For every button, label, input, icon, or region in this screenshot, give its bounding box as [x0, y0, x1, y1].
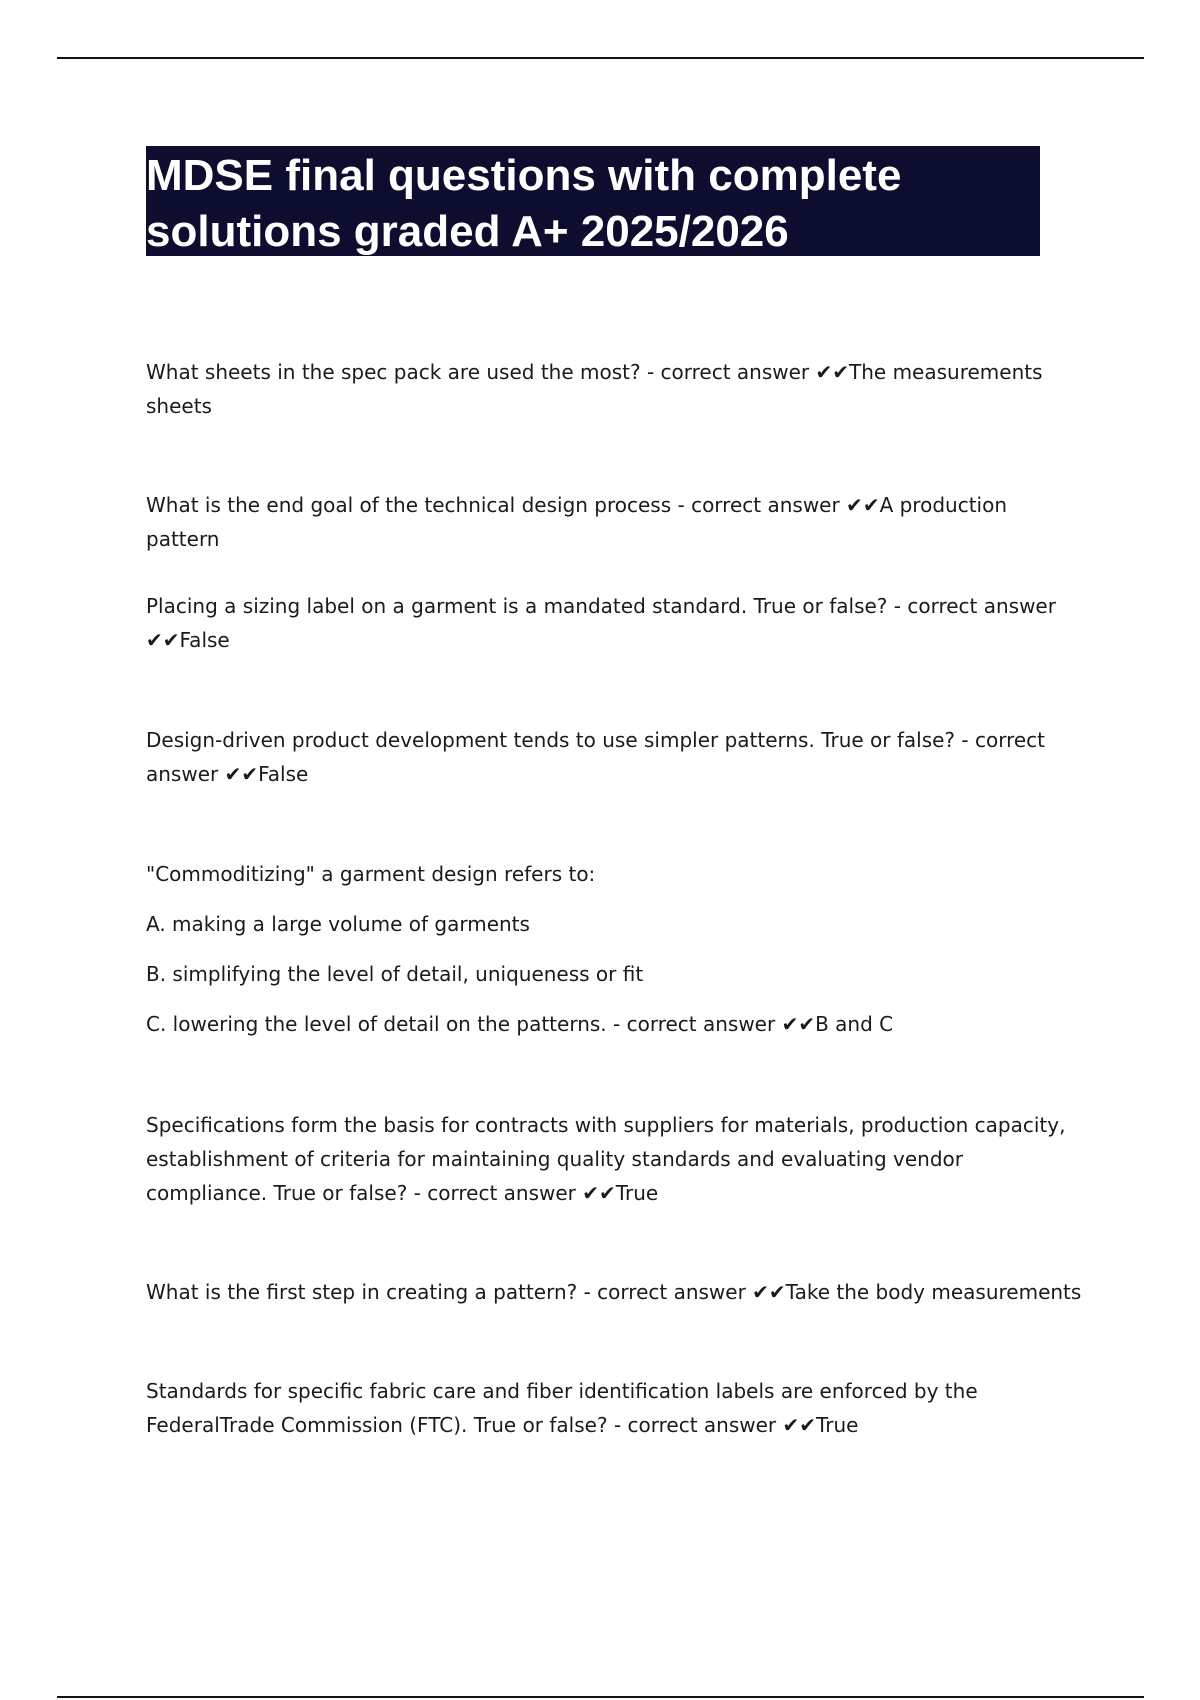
document-title: MDSE final questions with complete solutions graded A+ 2025/2026: [146, 146, 1040, 256]
qa-item-8: Standards for specific fabric care and fiber identification labels are enforced by the FederalTrade Commission (FTC). True or false? - correct answer ✔✔True: [146, 1379, 978, 1437]
qa-item-4: Design-driven product development tends to use simpler patterns. True or false? - correct answer ✔✔False: [146, 728, 1046, 786]
qa-item-6: Specifications form the basis for contracts with suppliers for materials, production capacity, establishment of criteria for maintaining quality standards and evaluating vendor compliance. True or false? - correct answer ✔✔True: [146, 1113, 1066, 1205]
qa-item-5-option-c: C. lowering the level of detail on the patterns. - correct answer ✔✔B and C: [146, 1012, 894, 1036]
qa-item-5-option-a: A. making a large volume of garments: [146, 912, 530, 936]
qa-item-1: What sheets in the spec pack are used the most? - correct answer ✔✔The measurements sheets: [146, 360, 1043, 418]
qa-item-3: Placing a sizing label on a garment is a mandated standard. True or false? - correct answer ✔✔False: [146, 594, 1056, 652]
header-rule: [57, 57, 1144, 59]
qa-item-5: [146, 857, 1086, 1057]
footer-rule: [57, 1696, 1144, 1698]
qa-item-5-option-b: B. simplifying the level of detail, uniqueness or fit: [146, 962, 644, 986]
qa-item-5-question: "Commoditizing" a garment design refers to:: [146, 862, 596, 886]
qa-item-2: What is the end goal of the technical design process - correct answer ✔✔A production pattern: [146, 493, 1008, 551]
qa-item-7: What is the first step in creating a pattern? - correct answer ✔✔Take the body measurements: [146, 1280, 1082, 1304]
